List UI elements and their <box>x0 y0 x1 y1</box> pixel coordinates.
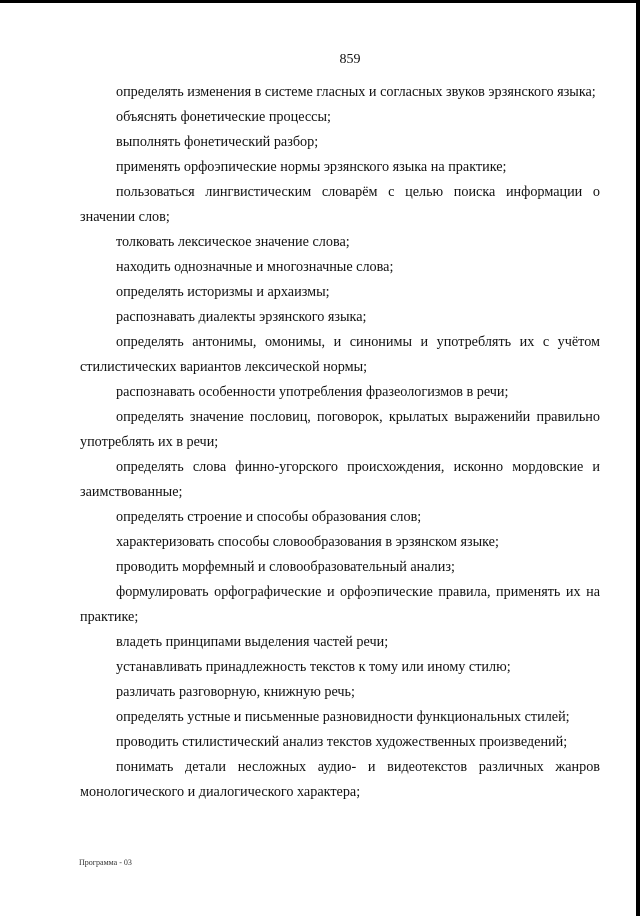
paragraph: определять значение пословиц, поговорок, крылатых выраженийи правильно употреблять их в речи; <box>80 409 600 450</box>
paragraph: определять историзмы и архаизмы; <box>116 284 330 300</box>
paragraph: характеризовать способы словообразования в эрзянском языке; <box>116 534 499 550</box>
paragraph: распознавать особенности употребления фразеологизмов в речи; <box>116 384 509 400</box>
paragraph: пользоваться лингвистическим словарём с целью поиска информации о значении слов; <box>80 184 600 225</box>
paragraph: определять слова финно-угорского происхождения, исконно мордовские и заимствованные; <box>80 459 600 500</box>
paragraph: находить однозначные и многозначные слова; <box>116 259 394 275</box>
paragraph: применять орфоэпические нормы эрзянского языка на практике; <box>116 159 507 175</box>
scan-border-right <box>636 0 640 916</box>
paragraph: определять строение и способы образования слов; <box>116 509 422 525</box>
paragraph: формулировать орфографические и орфоэпические правила, применять их на практике; <box>80 584 600 625</box>
paragraph: владеть принципами выделения частей речи; <box>116 634 389 650</box>
footer-label: Программа - 03 <box>79 858 132 867</box>
scan-border-top <box>0 0 640 3</box>
page-number: 859 <box>339 52 361 67</box>
paragraph: понимать детали несложных аудио- и видеотекстов различных жанров монологического и диалогического характера; <box>80 759 600 800</box>
paragraph: определять изменения в системе гласных и согласных звуков эрзянского языка; <box>116 84 596 100</box>
paragraph: распознавать диалекты эрзянского языка; <box>116 309 367 325</box>
paragraph: толковать лексическое значение слова; <box>116 234 350 250</box>
paragraph: устанавливать принадлежность текстов к тому или иному стилю; <box>116 659 511 675</box>
paragraph: различать разговорную, книжную речь; <box>116 684 355 700</box>
paragraph: определять антонимы, омонимы, и синонимы и употреблять их с учётом стилистических вариантов лексической нормы; <box>80 334 600 375</box>
paragraph: проводить стилистический анализ текстов художественных произведений; <box>116 734 568 750</box>
document-body <box>80 80 600 805</box>
paragraph: выполнять фонетический разбор; <box>116 134 319 150</box>
paragraph: объяснять фонетические процессы; <box>116 109 331 125</box>
paragraph: определять устные и письменные разновидности функциональных стилей; <box>116 709 570 725</box>
paragraph: проводить морфемный и словообразовательный анализ; <box>116 559 455 575</box>
